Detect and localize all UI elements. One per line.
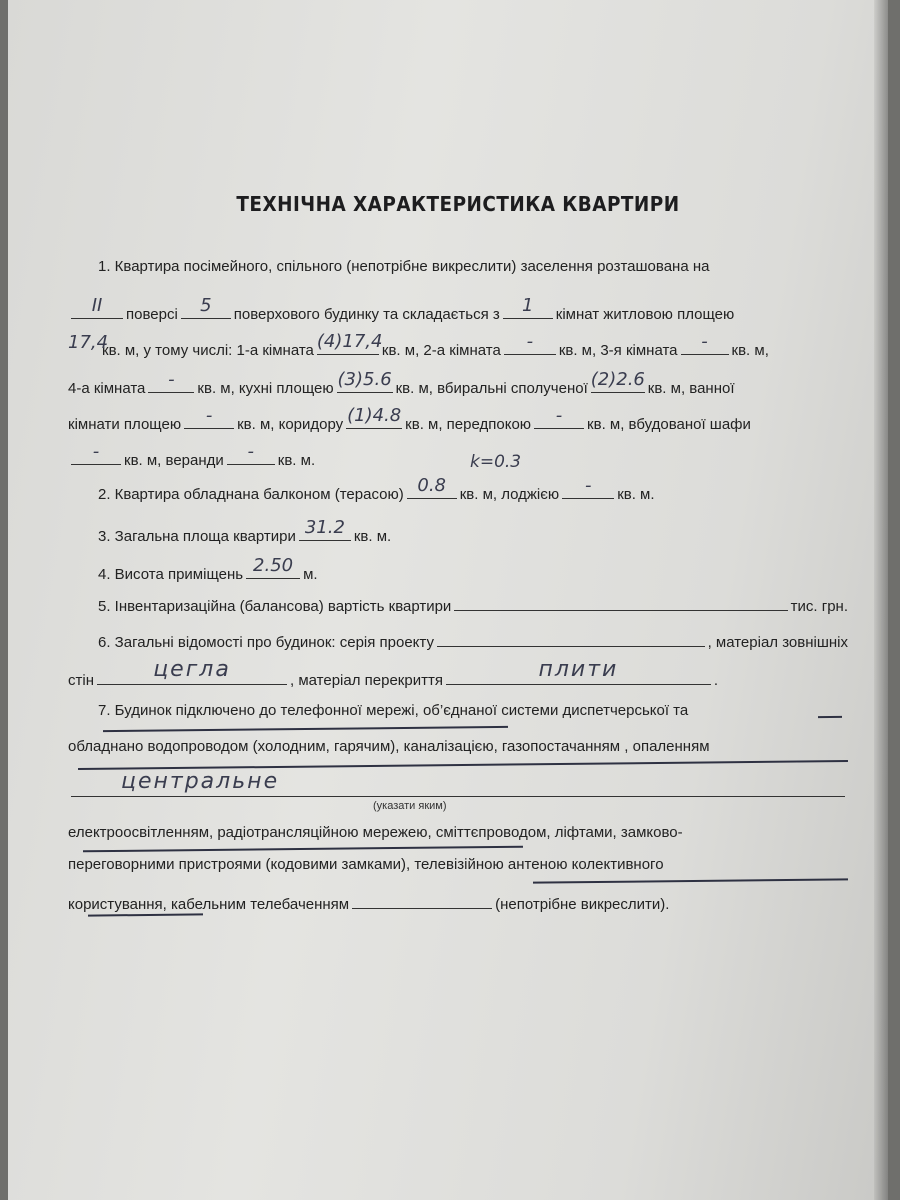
floor-material-value: плити (538, 657, 619, 682)
item6-line2 (68, 657, 718, 690)
document-title: ТЕХНІЧНА ХАРАКТЕРИСТИКА КВАРТИРИ (236, 192, 680, 216)
item1-line3 (68, 331, 848, 360)
total-area-field (299, 517, 351, 541)
room1-value: (4)17,4 (316, 331, 383, 352)
veranda-field (227, 441, 275, 465)
text-veranda-unit: кв. м. (277, 452, 316, 469)
total-area-value: 31.2 (304, 517, 345, 538)
item1-line1 (98, 258, 878, 282)
item3-line (98, 517, 878, 546)
text-hall-label: кв. м, передпокою (405, 416, 532, 433)
height-value: 2.50 (253, 555, 294, 576)
height-field (246, 555, 300, 579)
item1-line2 (68, 295, 848, 324)
item4-line (98, 555, 878, 584)
cable-tv-field (352, 890, 492, 909)
rooms-value: 1 (522, 295, 534, 316)
text-height-unit: м. (303, 566, 318, 583)
text-walls-prefix: , матеріал зовнішніх (707, 634, 848, 651)
living-area-field (68, 332, 109, 355)
item1-line6 (68, 441, 848, 470)
item1-text: 1. Квартира посімейного, спільного (непотрібне викреслити) заселення розташована на (98, 258, 710, 275)
text-item7-line2: обладнано водопроводом (холодним, гарячим), каналізацією, газопостачанням , опаленням (68, 738, 710, 755)
room3-field (681, 331, 729, 355)
veranda-value: - (247, 441, 255, 462)
item6-line1 (98, 628, 848, 652)
text-loggia-label: кв. м, лоджією (459, 486, 560, 503)
text-room3-unit: кв. м, (731, 342, 769, 359)
loggia-value: - (584, 475, 592, 496)
heating-field (71, 769, 845, 797)
item7-line1 (98, 702, 878, 726)
text-corridor-label: кв. м, коридору (237, 416, 344, 433)
floor-field (71, 295, 123, 319)
kitchen-field (337, 369, 393, 393)
heating-value: центральне (121, 769, 280, 794)
toilet-value: (2)2.6 (590, 369, 645, 390)
text-floor-label: поверсі (126, 306, 178, 323)
storeys-field (181, 295, 231, 319)
heating-caption: (указати яким) (373, 800, 447, 812)
item2-line (98, 475, 878, 504)
bathroom-field (184, 405, 234, 429)
document-page (8, 0, 888, 1200)
text-room4-label: 4-а кімната (68, 380, 146, 397)
text-kitchen-label: кв. м, кухні площею (197, 380, 334, 397)
loggia-field (562, 475, 614, 499)
text-wardrobe-label: кв. м, вбудованої шафи (587, 416, 751, 433)
kitchen-value: (3)5.6 (337, 369, 392, 390)
text-room2-label: кв. м, 2-а кімната (381, 342, 501, 359)
text-total-area-label: 3. Загальна площа квартири (98, 528, 296, 545)
text-value-label: 5. Інвентаризаційна (балансова) вартість квартири (98, 598, 452, 615)
corridor-value: (1)4.8 (347, 405, 402, 426)
floor-value: II (91, 295, 103, 316)
room2-value: - (526, 331, 534, 352)
text-item7-line4: переговорними пристроями (кодовими замками), телевізійною антеною колективного (68, 856, 664, 873)
text-loggia-unit: кв. м. (617, 486, 655, 503)
text-item7-line3: електроосвітленням, радіотрансляційною мережею, сміттєпроводом, ліфтами, замково- (68, 824, 683, 841)
room1-field (316, 331, 383, 355)
pen-underline (103, 726, 508, 732)
item7-heating-line (68, 769, 848, 802)
text-height-label: 4. Висота приміщень (98, 566, 244, 583)
item7-line4 (68, 856, 848, 880)
wall-material-field (97, 657, 287, 685)
text-room1-label: кв. м, у тому числі: 1-а кімната (102, 342, 314, 359)
text-series-label: 6. Загальні відомості про будинок: серія проекту (98, 634, 434, 651)
floor-material-field (446, 657, 711, 685)
pen-underline (818, 716, 842, 718)
room4-value: - (168, 369, 175, 390)
rooms-field (503, 295, 553, 319)
wall-material-value: цегла (153, 657, 231, 682)
text-balcony-label: 2. Квартира обладнана балконом (терасою) (98, 486, 404, 503)
storeys-value: 5 (200, 295, 212, 316)
room4-field (148, 369, 194, 393)
hall-value: - (555, 405, 563, 426)
balcony-value: 0.8 (417, 475, 447, 496)
room3-value: - (701, 331, 708, 352)
value-field (454, 592, 787, 611)
series-field (437, 628, 705, 647)
text-value-unit: тис. грн. (790, 598, 848, 615)
wardrobe-value: - (92, 441, 100, 462)
hall-field (534, 405, 584, 429)
text-item7-line5: користування, кабельним телебаченням (68, 896, 350, 913)
item5-line (98, 592, 848, 616)
wardrobe-field (71, 441, 121, 465)
text-item7-line1: 7. Будинок підключено до телефонної мережі, об’єднаної системи диспетчерської та (98, 702, 689, 719)
item1-line4 (68, 369, 848, 398)
text-walls-label: стін (68, 672, 94, 689)
paper-edge-shadow (874, 0, 888, 1200)
text-bathroom-prefix: кв. м, ванної (647, 380, 735, 397)
text-living-area-label: кімнат житловою площею (555, 306, 735, 323)
text-veranda-label: кв. м, веранди (124, 452, 224, 469)
item7-line5 (68, 890, 768, 914)
text-total-area-unit: кв. м. (353, 528, 392, 545)
balcony-field (407, 475, 457, 499)
text-bathroom-label: кімнати площею (68, 416, 182, 433)
text-floors-end: . (713, 672, 718, 689)
item7-line2 (68, 738, 848, 762)
pen-underline (88, 913, 203, 916)
text-floors-label: , матеріал перекриття (290, 672, 443, 689)
text-building-label: поверхового будинку та складається з (233, 306, 500, 323)
balcony-coefficient-note: k=0.3 (470, 452, 522, 472)
item7-line3 (68, 824, 848, 848)
toilet-field (590, 369, 645, 393)
item1-line5 (68, 405, 848, 434)
living-area-value: 17,4 (68, 332, 109, 353)
text-toilet-label: кв. м, вбиральні сполученої (395, 380, 588, 397)
bathroom-value: - (205, 405, 213, 426)
room2-field (504, 331, 556, 355)
text-item7-strike-note: (непотрібне викреслити). (495, 896, 670, 913)
text-room3-label: кв. м, 3-я кімната (558, 342, 678, 359)
corridor-field (346, 405, 402, 429)
